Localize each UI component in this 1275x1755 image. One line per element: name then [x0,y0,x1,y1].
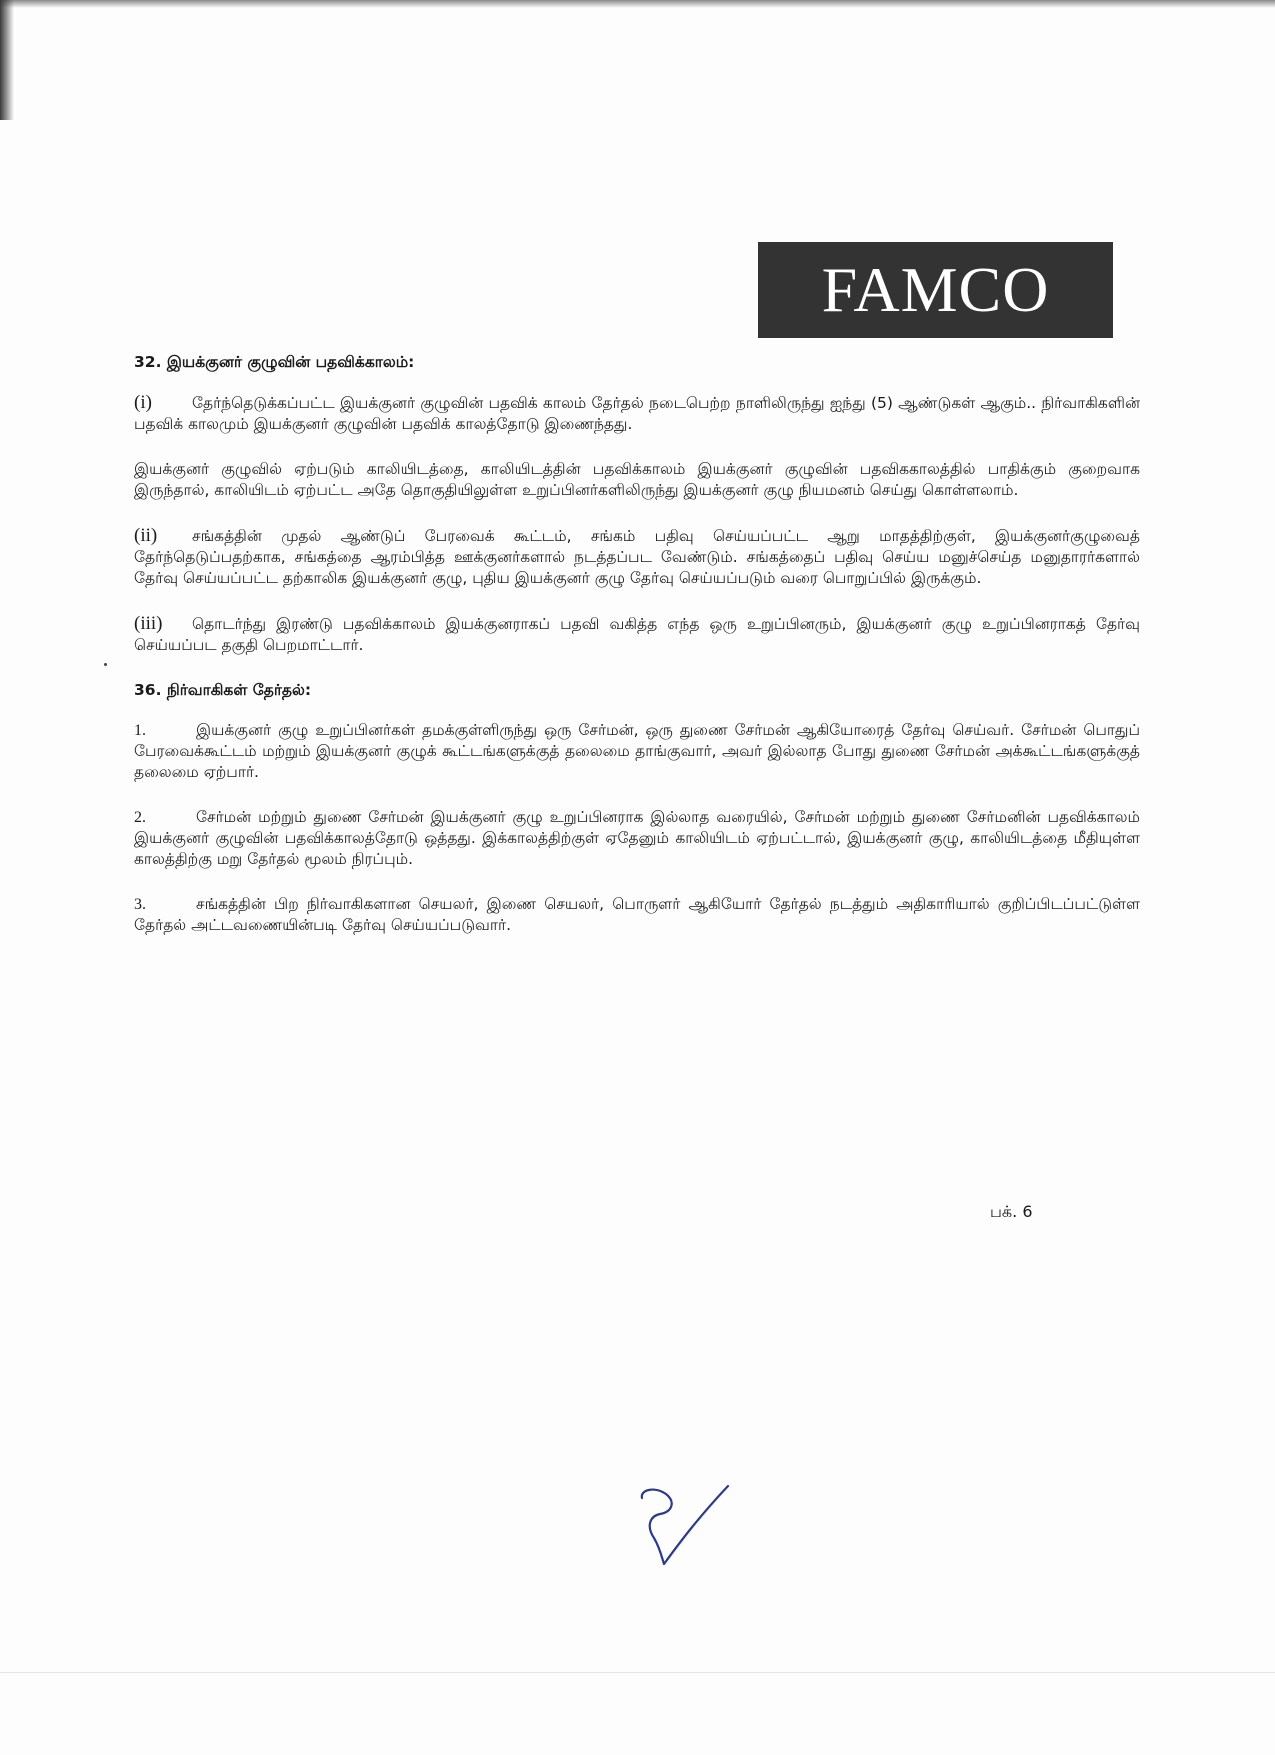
clause-text: தொடர்ந்து இரண்டு பதவிக்காலம் இயக்குனராகப் பதவி வகித்த எந்த ஒரு உறுப்பினரும், இயக்குனர் குழு உறுப்பினராகத் தேர்வு செய்யப்பட தகுதி பெறமாட்டார். [134,615,1140,654]
clause-number: 1. [134,722,146,739]
scan-edge-line [0,1672,1275,1673]
section-36-heading: 36. நிர்வாகிகள் தேர்தல்: [134,681,312,699]
clause-number: (ii) [134,525,158,546]
clause-text: சேர்மன் மற்றும் துணை சேர்மன் இயக்குனர் குழு உறுப்பினராக இல்லாத வரையில், சேர்மன் மற்றும் துணை சேர்மனின் பதவிக்காலம் இயக்குனர் குழுவின் பதவிக்காலத்தோடு ஒத்தது. இக்காலத்திற்குள் ஏதேனும் காலியிடம் ஏற்பட்டால், இயக்குனர் குழு, காலியிடத்தை மீதியுள்ள காலத்திற்கு மறு தேர்தல் மூலம் நிரப்பும். [134,808,1140,868]
logo-text: FAMCO [821,254,1050,325]
clause-number: (iii) [134,613,163,634]
clause-text: இயக்குனர் குழு உறுப்பினர்கள் தமக்குள்ளிருந்து ஒரு சேர்மன், ஒரு துணை சேர்மன் ஆகியோரைத் தேர்வு செய்வர். சேர்மன் பொதுப் பேரவைக்கூட்டம் மற்றும் இயக்குனர் குழுக் கூட்டங்களுக்குத் தலைமை தாங்குவார், அவர் இல்லாத போது துணை சேர்மன் அக்கூட்டங்களுக்குத் தலைமை ஏற்பார். [134,721,1140,781]
famco-logo [758,242,1113,338]
clause-text: சங்கத்தின் முதல் ஆண்டுப் பேரவைக் கூட்டம், சங்கம் பதிவு செய்யப்பட்ட ஆறு மாதத்திற்குள், இயக்குனர்குழுவைத் தேர்ந்தெடுப்பதற்காக, சங்கத்தை ஆரம்பித்த ஊக்குனர்களால் நடத்தப்பட வேண்டும். சங்கத்தைப் பதிவு செய்ய மனுச்செய்த மனுதாரர்களால் தேர்வு செய்யப்பட்ட தற்காலிக இயக்குனர் குழு, புதிய இயக்குனர் குழு தேர்வு செய்யப்படும் வரை பொறுப்பில் இருக்கும். [134,527,1140,587]
section-32-heading: 32. இயக்குனர் குழுவின் பதவிக்காலம்: [134,353,415,371]
scan-shadow-top [0,0,1275,8]
signature-mark [632,1480,742,1570]
document-body [134,352,1140,960]
section-32-paragraph-ii [134,525,1140,589]
section-36-paragraph-1 [134,720,1140,783]
section-36-paragraph-3 [134,894,1140,936]
clause-text: சங்கத்தின் பிற நிர்வாகிகளான செயலர், இணை செயலர், பொருளர் ஆகியோர் தேர்தல் நடத்தும் அதிகாரியால் குறிப்பிடப்பட்டுள்ள தேர்தல் அட்டவணையின்படி தேர்வு செய்யப்படுவார். [134,895,1140,934]
page-number: பக். 6 [990,1202,1033,1221]
clause-text: இயக்குனர் குழுவில் ஏற்படும் காலியிடத்தை, காலியிடத்தின் பதவிக்காலம் இயக்குனர் குழுவின் பதவிககாலத்தில் பாதிக்கும் குறைவாக இருந்தால், காலியிடம் ஏற்பட்ட அதே தொகுதியிலுள்ள உறுப்பினர்களிலிருந்து இயக்குனர் குழு நியமனம் செய்து கொள்ளலாம். [134,460,1140,499]
section-32-paragraph-iii [134,613,1140,656]
clause-number: (i) [134,392,152,413]
scan-shadow-left [0,0,14,120]
section-32-paragraph-vacancy [134,459,1140,501]
clause-text: தேர்ந்தெடுக்கப்பட்ட இயக்குனர் குழுவின் பதவிக் காலம் தேர்தல் நடைபெற்ற நாளிலிருந்து ஐந்து (5) ஆண்டுகள் ஆகும்.. நிர்வாகிகளின் பதவிக் காலமும் இயக்குனர் குழுவின் பதவிக் காலத்தோடு இணைந்தது. [134,394,1140,433]
section-32-paragraph-i [134,392,1140,435]
stray-dot [104,663,107,666]
clause-number: 2. [134,809,146,826]
clause-number: 3. [134,896,146,913]
section-36-paragraph-2 [134,807,1140,870]
